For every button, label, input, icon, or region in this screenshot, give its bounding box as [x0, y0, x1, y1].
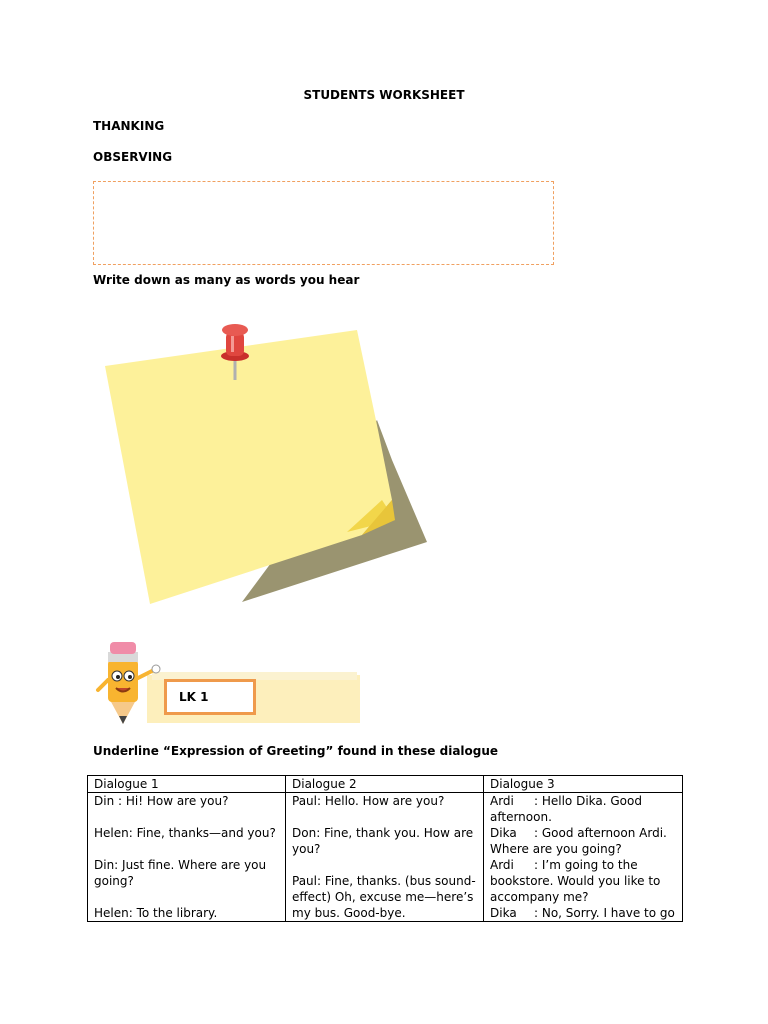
dialogue-line: Paul: Hello. How are you?: [292, 794, 445, 808]
dialogue-line: Ardi : I’m going to the bookstore. Would you like to accompany me?: [490, 858, 661, 904]
table-row: [88, 793, 683, 922]
dialogue-line: Helen: Fine, thanks—and you?: [94, 826, 276, 840]
dialogue-2-cell: [286, 793, 484, 922]
dialogue-line: Paul: Fine, thanks. (bus sound-effect) Oh, excuse me—here’s my bus. Good-bye.: [292, 874, 476, 920]
dialogue-line: Din: Just fine. Where are you going?: [94, 858, 267, 888]
underline-instruction: Underline “Expression of Greeting” found in these dialogue: [93, 744, 499, 758]
dialogue-line: Dika : Good afternoon Ardi. Where are you going?: [490, 826, 667, 856]
header-dialogue-3: Dialogue 3: [484, 776, 683, 793]
lk-label-box: [164, 679, 256, 715]
section-thanking: THANKING: [93, 119, 165, 133]
dialogue-line: Ardi : Hello Dika. Good afternoon.: [490, 794, 642, 824]
dialogue-line: Don: Fine, thank you. How are you?: [292, 826, 474, 856]
observation-answer-box: [93, 181, 554, 265]
dialogue-line: Helen: To the library.: [94, 906, 218, 920]
dialogue-line: Din : Hi! How are you?: [94, 794, 229, 808]
dialogue-table: [87, 775, 683, 922]
dialogue-3-cell: [484, 793, 683, 922]
section-observing: OBSERVING: [93, 150, 173, 164]
header-dialogue-2: Dialogue 2: [286, 776, 484, 793]
table-header-row: [88, 776, 683, 793]
worksheet-title: STUDENTS WORKSHEET: [303, 88, 465, 102]
dialogue-line: Dika : No, Sorry. I have to go: [490, 906, 675, 920]
header-dialogue-1: Dialogue 1: [88, 776, 286, 793]
sticky-note-illustration: [92, 310, 438, 620]
write-instruction: Write down as many as words you hear: [93, 273, 360, 287]
dialogue-1-cell: [88, 793, 286, 922]
lk-label: LK 1: [179, 690, 209, 704]
